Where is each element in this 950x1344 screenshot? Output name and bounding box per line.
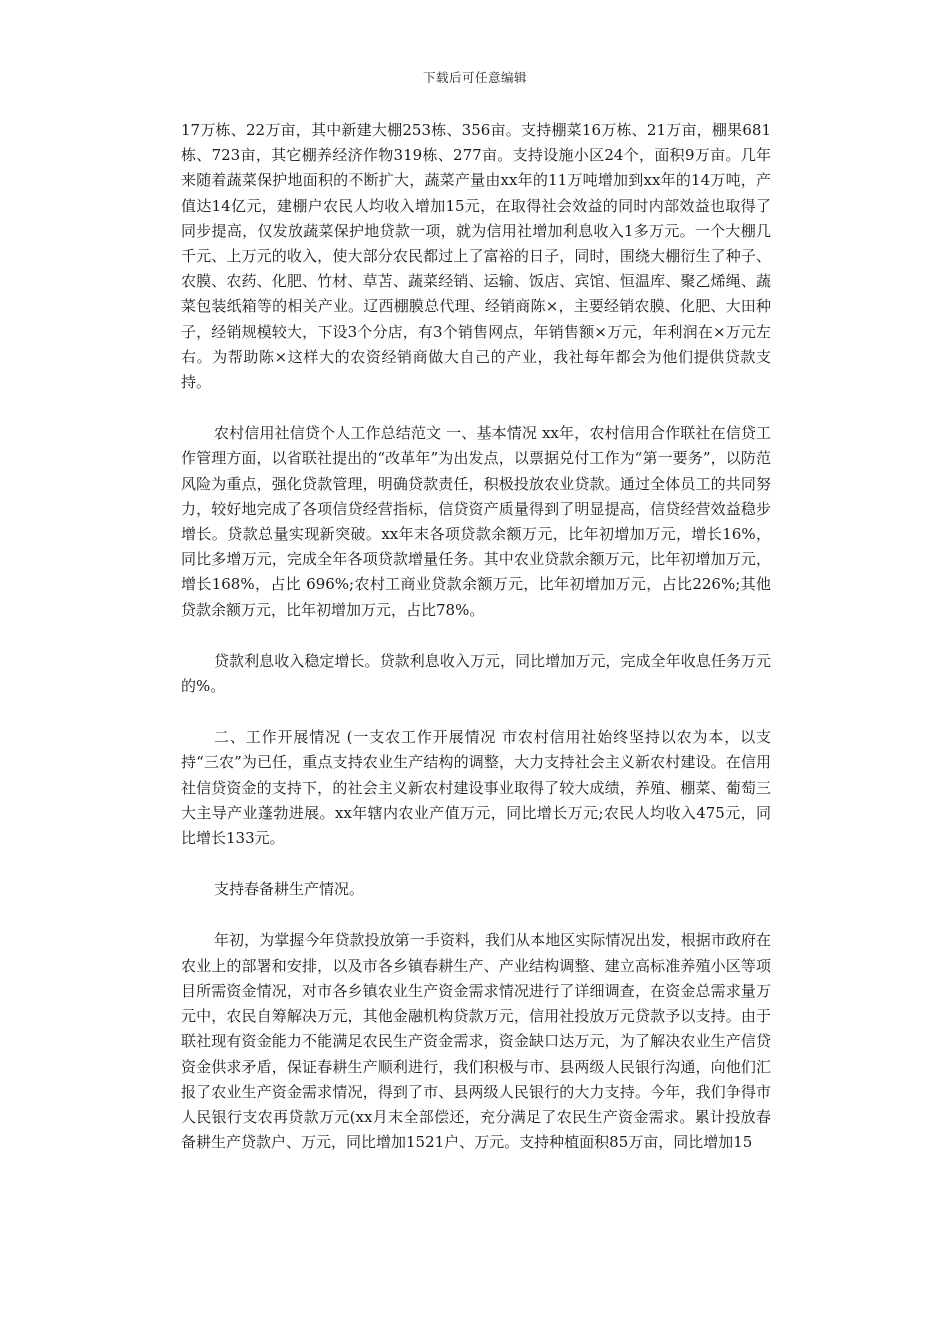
paragraph-gap [181, 395, 771, 421]
paragraph-3: 贷款利息收入稳定增长。贷款利息收入万元，同比增加万元，完成全年收息任务万元的%。 [181, 651, 771, 696]
paragraph-gap [181, 699, 771, 725]
paragraph-5: 支持春备耕生产情况。 [214, 880, 365, 899]
paragraph-gap [181, 851, 771, 877]
document-body [181, 118, 771, 1155]
page-header: 下载后可任意编辑 [422, 70, 527, 85]
paragraph-6: 年初，为掌握今年贷款投放第一手资料，我们从本地区实际情况出发，根据市政府在农业上的部署和安排，以及市各乡镇春耕生产、产业结构调整、建立高标准养殖小区等项目所需资金情况，对市各乡镇农业生产资金需求情况进行了详细调查，在资金总需求量万元中，农民自筹解决万元，其他金融机构贷款万元，信用社投放万元贷款予以支持。由于联社现有资金能力不能满足农民生产资金需求，资金缺口达万元，为了解决农业生产信贷资金供求矛盾，保证春耕生产顺利进行，我们积极与市、县两级人民银行沟通，向他们汇报了农业生产资金需求情况，得到了市、县两级人民银行的大力支持。今年，我们争得市人民银行支农再贷款万元(xx月末全部偿还，充分满足了农民生产资金需求。累计投放春备耕生产贷款户、万元，同比增加1521户、万元。支持种植面积85万亩，同比增加15 [181, 931, 771, 1152]
paragraph-gap [181, 623, 771, 649]
paragraph-2: 农村信用社信贷个人工作总结范文 一、基本情况 xx年，农村信用合作联社在信贷工作管理方面，以省联社提出的“改革年”为出发点，以票据兑付工作为“第一要务”，以防范风险为重点，强化贷款管理，明确贷款责任，积极投放农业贷款。通过全体员工的共同努力，较好地完成了各项信贷经营指标，信贷资产质量得到了明显提高，信贷经营效益稳步增长。贷款总量实现新突破。xx年末各项贷款余额万元，比年初增加万元，增长16%，同比多增万元，完成全年各项贷款增量任务。其中农业贷款余额万元，比年初增加万元，增长168%，占比 696%;农村工商业贷款余额万元，比年初增加万元，占比226%;其他贷款余额万元，比年初增加万元，占比78%。 [181, 424, 771, 619]
paragraph-gap [181, 902, 771, 928]
paragraph-4: 二、工作开展情况 (一支农工作开展情况 市农村信用社始终坚持以农为本，以支持“三农”为已任，重点支持农业生产结构的调整，大力支持社会主义新农村建设。在信用社信贷资金的支持下，的社会主义新农村建设事业取得了较大成绩，养殖、棚菜、葡萄三大主导产业蓬勃进展。xx年辖内农业产值万元，同比增长万元;农民人均收入475元，同比增长133元。 [181, 728, 771, 848]
paragraph-1: 17万栋、22万亩，其中新建大棚253栋、356亩。支持棚菜16万栋、21万亩，棚果681栋、723亩，其它棚养经济作物319栋、277亩。支持设施小区24个，面积9万亩。几年来随着蔬菜保护地面积的不断扩大，蔬菜产量由xx年的11万吨增加到xx年的14万吨，产值达14亿元，建棚户农民人均收入增加15元，在取得社会效益的同时内部效益也取得了同步提高，仅发放蔬菜保护地贷款一项，就为信用社增加利息收入1多万元。一个大棚几千元、上万元的收入，使大部分农民都过上了富裕的日子，同时，围绕大棚衍生了种子、农膜、农药、化肥、竹材、草苫、蔬菜经销、运输、饭店、宾馆、恒温库、聚乙烯绳、蔬菜包装纸箱等的相关产业。辽西棚膜总代理、经销商陈×，主要经销农膜、化肥、大田种子，经销规模较大，下设3个分店，有3个销售网点，年销售额×万元，年利润在×万元左右。为帮助陈×这样大的农资经销商做大自己的产业，我社每年都会为他们提供贷款支持。 [181, 121, 771, 392]
